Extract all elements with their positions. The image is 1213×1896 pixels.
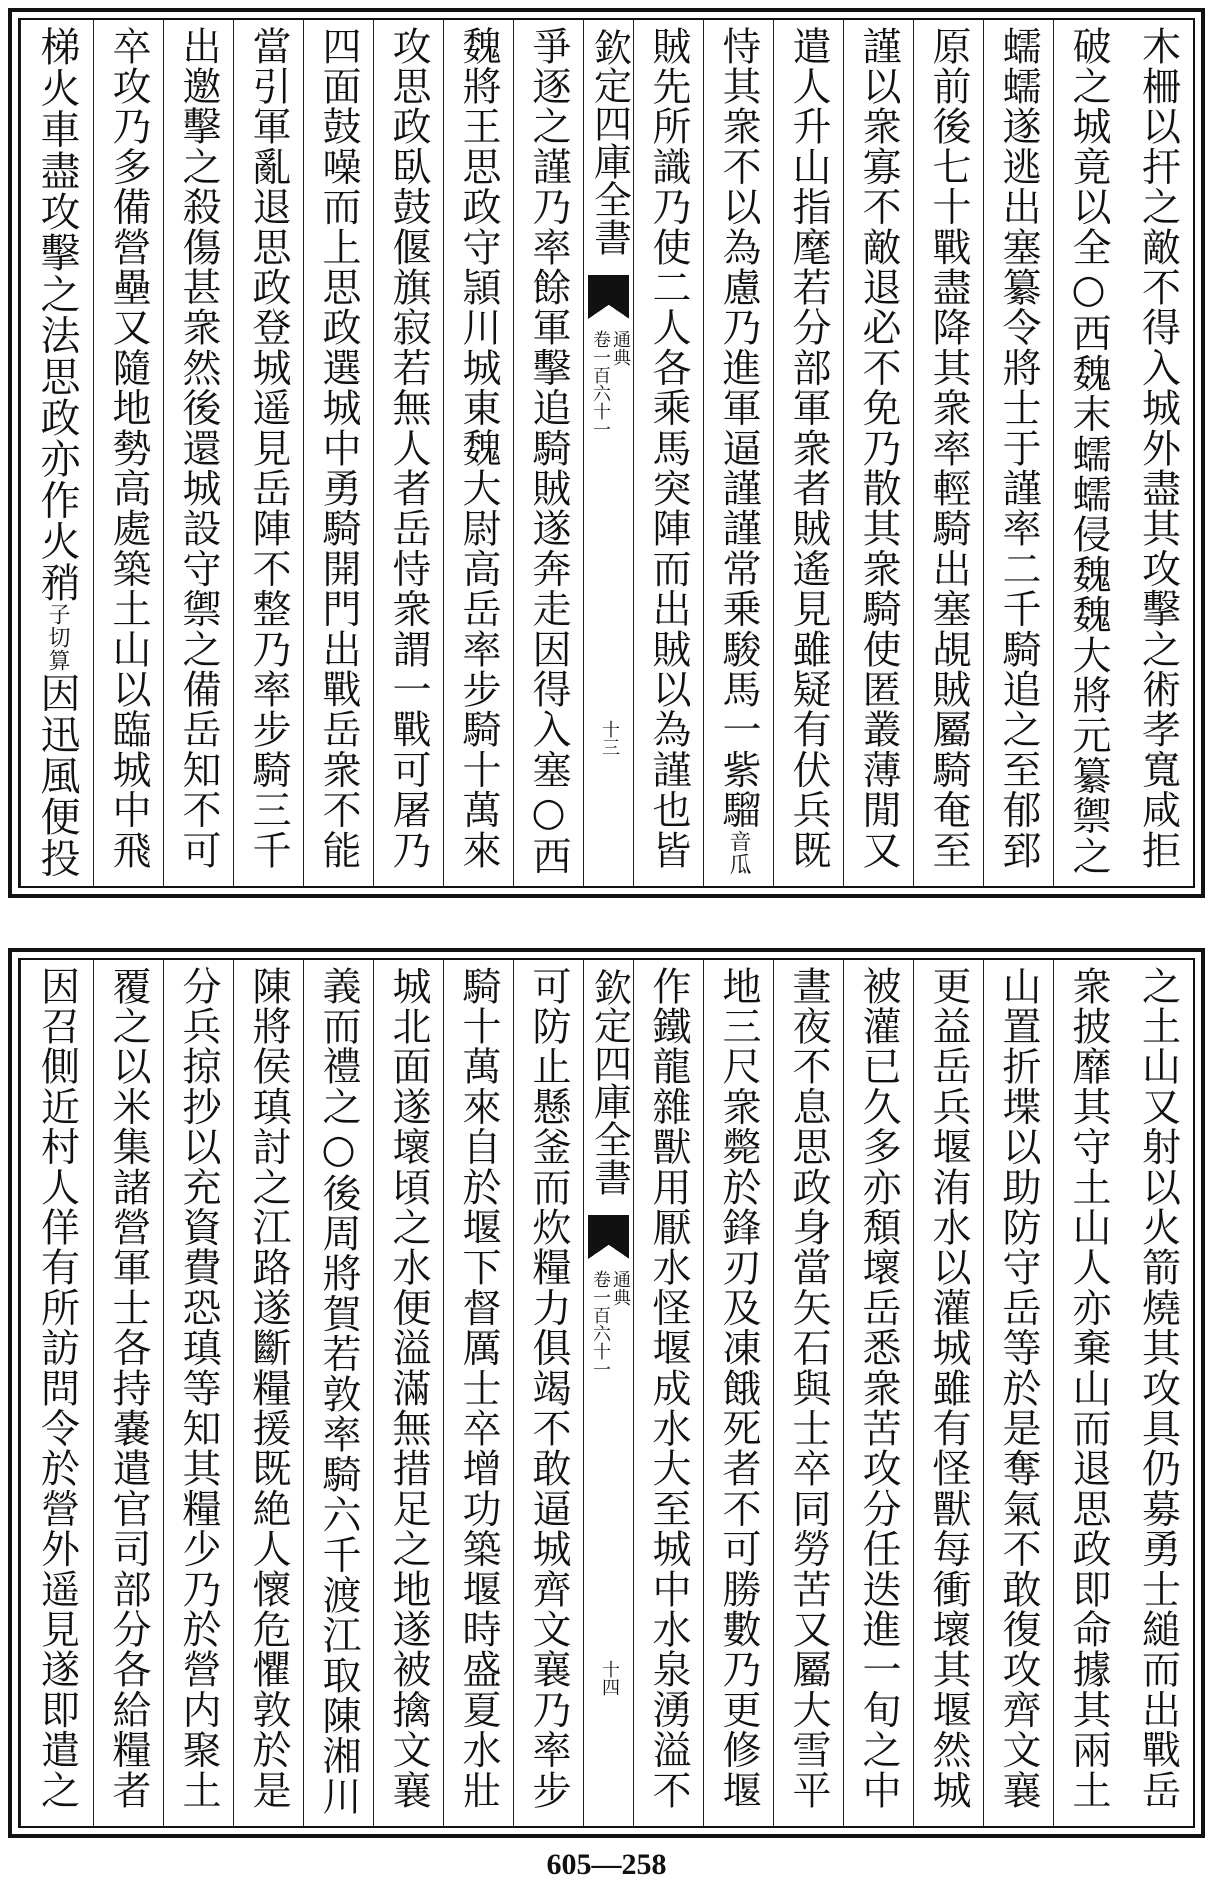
top-page-frame [18, 18, 1195, 888]
top-col-12: 四面鼓噪而上思政選城中勇騎開門出戰岳衆不能 [303, 20, 373, 886]
top-col-4: 原前後七十戰盡降其衆率輕騎出塞覘賊屬騎奄至 [913, 20, 983, 886]
top-col-7: 恃其衆不以為慮乃進軍逼謹謹常乗駿馬一紫騮音瓜 [703, 20, 773, 886]
banxin-folio: 十三 [598, 720, 620, 756]
banxin-book: 通典 [610, 330, 631, 366]
banxin-book: 通典 [610, 1270, 631, 1306]
top-col-8: 賊先所識乃使二人各乘馬突陣而出賊以為謹也皆 [633, 20, 703, 886]
top-col-10: 魏將王思政守頴川城東魏大尉高岳率步騎十萬來 [443, 20, 513, 886]
bottom-col-15: 覆之以米集諸營軍士各持嚢遣官司部分各給糧者 [93, 960, 163, 1826]
bottom-col-10: 騎十萬來自於堰下督厲士卒增功築堰時盛夏水壯 [443, 960, 513, 1826]
top-col-14: 出邀擊之殺傷甚衆然後還城設守禦之備岳知不可 [163, 20, 233, 886]
banxin-title: 欽定四庫全書 [587, 968, 632, 1196]
bottom-col-8: 作鐵龍雜獸用厭水怪堰成水大至城中水泉湧溢不 [633, 960, 703, 1826]
bottom-col-16: 因召側近村人佯有所訪問令於營外遥見遂即遣之 [20, 960, 93, 1826]
bottom-page-frame [18, 958, 1195, 1828]
top-col-11: 攻思政臥鼓偃旗寂若無人者岳恃衆謂一戰可屠乃 [373, 20, 443, 886]
top-col-16: 梯火車盡攻擊之法思政亦作火矟子切算因迅風便投 [20, 20, 93, 886]
top-col-9: 爭逐之謹乃率餘軍擊追騎賊遂奔走因得入塞○西 [513, 20, 583, 886]
top-banxin [583, 20, 633, 886]
banxin-folio: 十四 [598, 1660, 620, 1696]
annotation-note: 子 [45, 602, 70, 627]
banxin-juan: 卷一百六十一 [590, 330, 611, 438]
fish-tail-mark [588, 1215, 629, 1245]
fish-tail-mark [588, 275, 629, 305]
bottom-col-6: 晝夜不息思政身當矢石與士卒同勞苦又屬大雪平 [773, 960, 843, 1826]
top-col-13: 當引軍亂退思政登城遥見岳陣不整乃率步騎三千 [233, 20, 303, 886]
bottom-col-4: 更益岳兵堰洧水以灌城雖有怪獸每衝壞其堰然城 [913, 960, 983, 1826]
top-col-1: 木柵以扞之敵不得入城外盡其攻擊之術孝寬咸拒 [1135, 26, 1181, 871]
top-page [8, 8, 1205, 898]
banxin-juan: 卷一百六十一 [590, 1270, 611, 1378]
bottom-banxin [583, 960, 633, 1826]
top-col-3: 蠕蠕遂逃出塞纂令將士于謹率二千騎追之至郁郅 [983, 20, 1053, 886]
bottom-page [8, 948, 1205, 1838]
bottom-col-12: 義而禮之○後周將賀若敦率騎六千渡江取陳湘川 [303, 960, 373, 1826]
top-col-2: 破之城竟以全○西魏末蠕蠕侵魏魏大將元纂禦之 [1053, 20, 1123, 886]
annotation-note: 切 [45, 626, 70, 650]
bottom-col-5: 被灌已久多亦頽壞岳悉衆苦攻分任迭進一旬之中 [843, 960, 913, 1826]
bottom-col-13: 陳將侯瑱討之江路遂斷糧援既絶人懷危懼敦於是 [233, 960, 303, 1826]
bottom-col-2: 衆披靡其守土山人亦棄山而退思政即命據其兩土 [1053, 960, 1123, 1826]
top-col-5: 謹以衆寡不敵退必不免乃散其衆騎使匿叢薄閒又 [843, 20, 913, 886]
annotation-note: 音 [726, 830, 751, 854]
top-col-6: 遣人升山指麾若分部軍衆者賊遙見雖疑有伏兵既 [773, 20, 843, 886]
top-col-15: 卒攻乃多備營壘又隨地勢高處築土山以臨城中飛 [93, 20, 163, 886]
annotation-note: 算 [45, 649, 70, 673]
bottom-col-3: 山置折堞以助防守岳等於是奪氣不敢復攻齊文襄 [983, 960, 1053, 1826]
bottom-col-11: 城北面遂壞頃之水便溢滿無措足之地遂被擒文襄 [373, 960, 443, 1826]
banxin-title: 欽定四庫全書 [587, 28, 632, 256]
bottom-col-7: 地三尺衆斃於鋒刃及凍餓死者不可勝數乃更修堰 [703, 960, 773, 1826]
bottom-col-1: 之土山又射以火箭燒其攻具仍募勇士縋而出戰岳 [1135, 966, 1181, 1811]
page-number: 605—258 [546, 1848, 667, 1881]
bottom-col-9: 可防止懸釜而炊糧力俱竭不敢逼城齊文襄乃率步 [513, 960, 583, 1826]
annotation-note: 瓜 [726, 853, 751, 877]
bottom-col-14: 分兵掠抄以充資費恐瑱等知其糧少乃於營内聚土 [163, 960, 233, 1826]
